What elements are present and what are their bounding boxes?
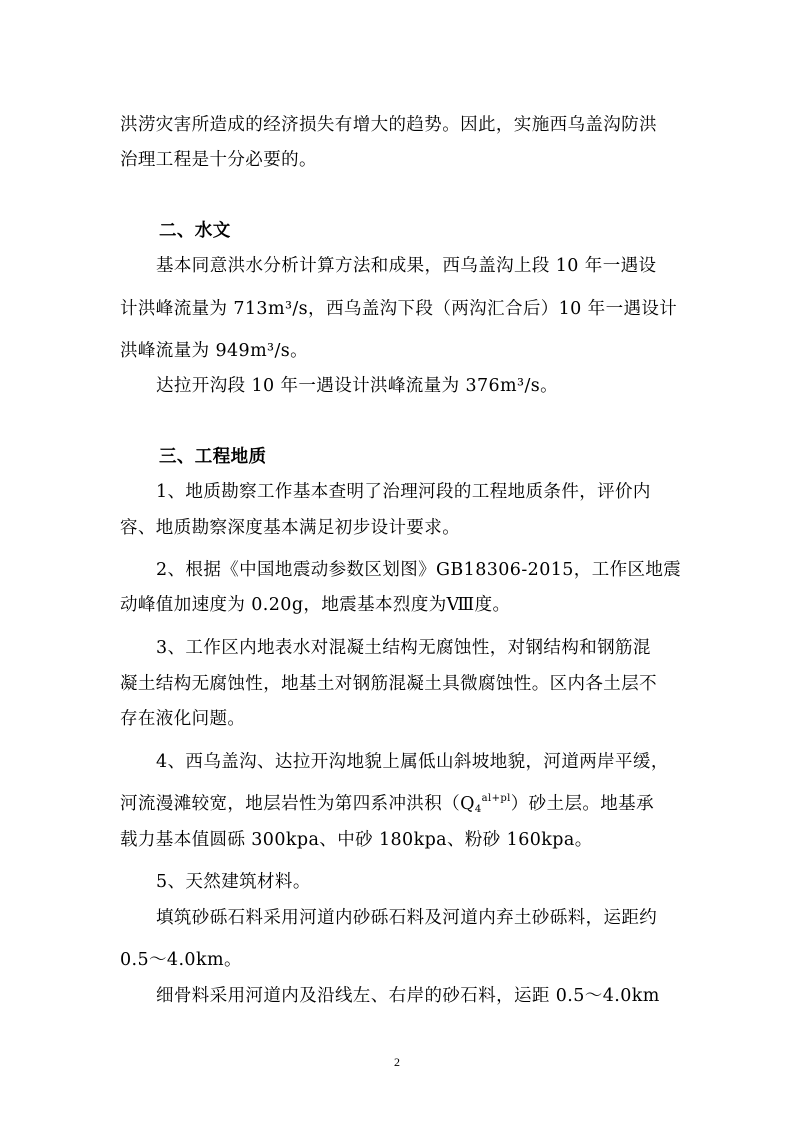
paragraph-line: 容、地质勘察深度基本满足初步设计要求。 — [120, 518, 461, 538]
paragraph-line: 凝土结构无腐蚀性，地基土对钢筋混凝土具微腐蚀性。区内各土层不 — [120, 674, 657, 694]
formula-subscript: 4 — [474, 804, 482, 815]
paragraph-line: 治理工程是十分必要的。 — [120, 150, 317, 170]
paragraph-line — [0, 792, 794, 816]
paragraph-line: 2、根据《中国地震动参数区划图》GB18306-2015，工作区地震 — [156, 560, 682, 580]
line-text-after: ）砂土层。地基承 — [510, 794, 654, 814]
paragraph-line: 计洪峰流量为 713m³/s，西乌盖沟下段（两沟汇合后）10 年一遇设计 — [120, 299, 678, 319]
section-heading-geology: 三、工程地质 — [159, 447, 267, 467]
paragraph-line: 动峰值加速度为 0.20g，地震基本烈度为Ⅷ度。 — [120, 595, 511, 615]
page-number: 2 — [394, 1055, 400, 1069]
paragraph-line: 达拉开沟段 10 年一遇设计洪峰流量为 376m³/s。 — [156, 376, 559, 396]
paragraph-line: 0.5～4.0km。 — [120, 950, 242, 970]
paragraph-line: 3、工作区内地表水对混凝土结构无腐蚀性，对钢结构和钢筋混 — [156, 638, 651, 658]
paragraph-line: 存在液化问题。 — [120, 709, 246, 729]
paragraph-line: 洪涝灾害所造成的经济损失有增大的趋势。因此，实施西乌盖沟防洪 — [120, 115, 657, 135]
line-text-before: 河流漫滩较宽，地层岩性为第四系冲洪积（Q — [120, 794, 475, 814]
paragraph-line: 基本同意洪水分析计算方法和成果，西乌盖沟上段 10 年一遇设 — [156, 256, 657, 276]
paragraph-line: 1、地质勘察工作基本查明了治理河段的工程地质条件，评价内 — [156, 482, 651, 502]
paragraph-line: 填筑砂砾石料采用河道内砂砾石料及河道内弃土砂砾料，运距约 — [156, 908, 658, 928]
paragraph-line: 洪峰流量为 949m³/s。 — [120, 341, 309, 361]
paragraph-line: 细骨料采用河道内及沿线左、右岸的砂石料，运距 0.5～4.0km — [156, 986, 660, 1006]
formula-superscript: al+pl — [481, 793, 511, 804]
paragraph-line: 载力基本值圆砾 300kpa、中砂 180kpa、粉砂 160kpa。 — [120, 830, 593, 850]
paragraph-line: 4、西乌盖沟、达拉开沟地貌上属低山斜坡地貌，河道两岸平缓， — [156, 752, 669, 772]
paragraph-line: 5、天然建筑材料。 — [156, 872, 311, 892]
section-heading-hydrology: 二、水文 — [159, 221, 231, 241]
